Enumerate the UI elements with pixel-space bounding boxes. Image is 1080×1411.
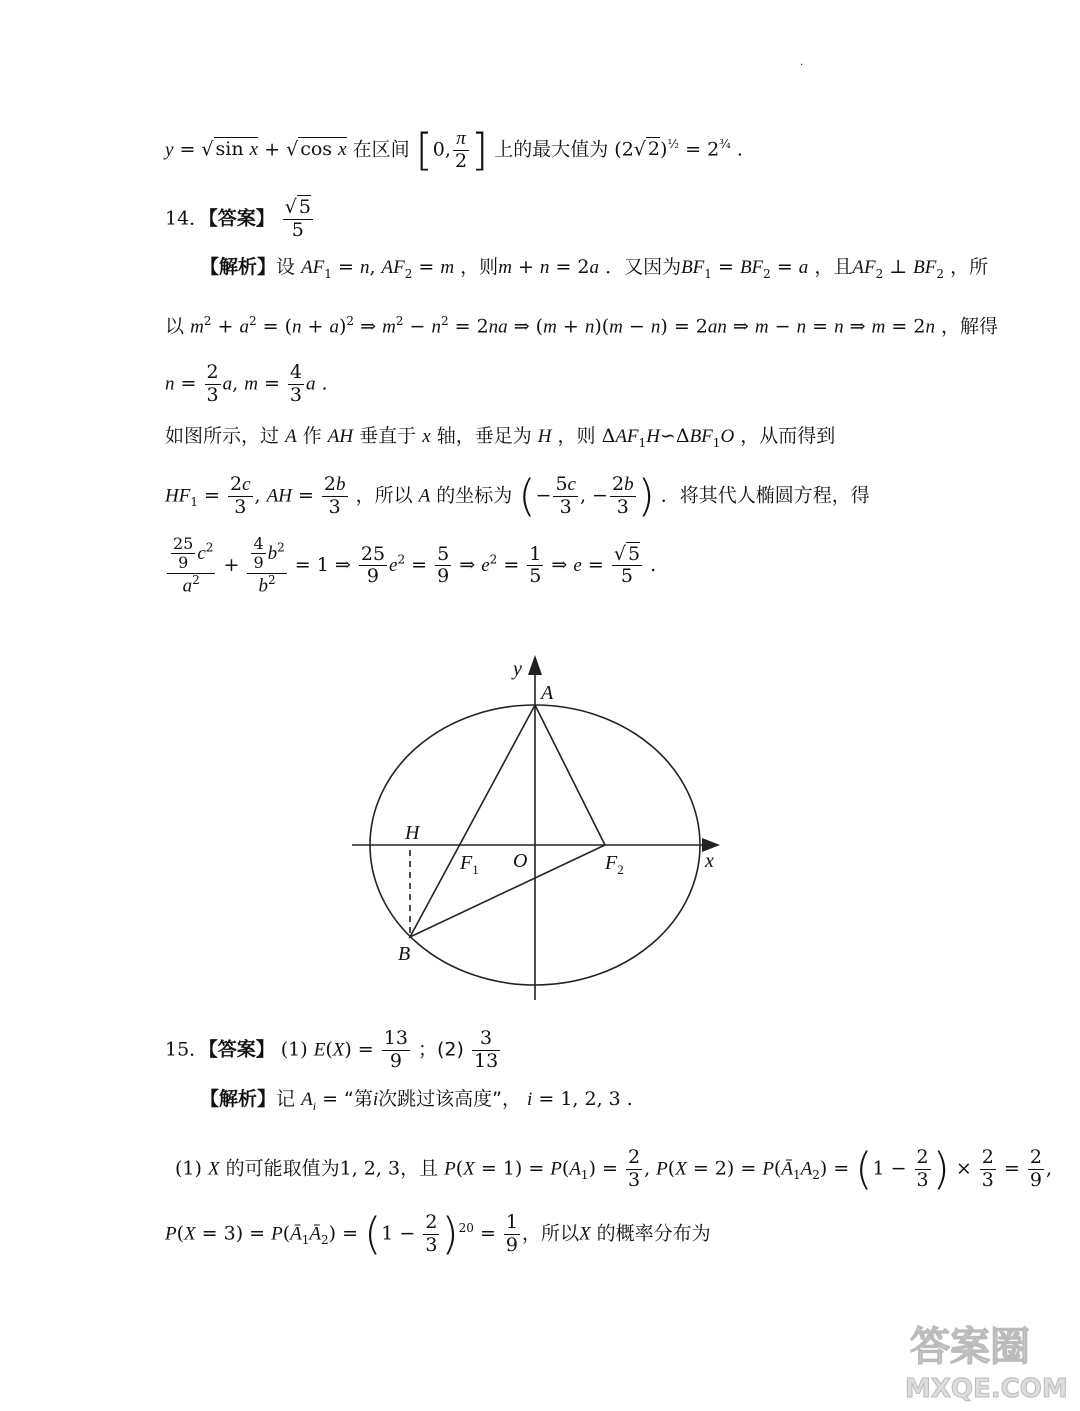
label-F1: $F_1$ — [460, 852, 479, 877]
label-y: y — [513, 658, 522, 680]
label-F2: $F_2$ — [605, 852, 624, 877]
q14-jiexi-line5: $HF_1$ = $\frac{2c}{3}$ , AH = $\frac{2b}{3}$ ，所以 A 的坐标为 (− $\frac{5c}{3}$ , − $\frac{2b}{3}$ ) ．将其代人椭圆方程，得 — [165, 470, 870, 522]
label-O: O — [513, 850, 528, 872]
svg-text:答案圈: 答案圈 — [910, 1324, 1030, 1370]
q14-jiexi-line6: $\frac{25}{9}$ $c^2$ $a^2$ + $\frac{4}{9}$ $b^2$ $b^2$ = 1 ⇒ $\frac{25}{9}$ $e^2$ = $\frac{5}{9}$ ⇒ $e^2$ = $\frac{1}{5}$ ⇒ e = $\frac{√ 5}{5}$ . — [165, 535, 656, 597]
dot-mark: · — [800, 60, 804, 71]
q14-jiexi-line3: n = $\frac{2}{3}$ a, m = $\frac{4}{3}$ a . — [165, 361, 328, 406]
line-max-value: y = √ sin x + √ cos x 在区间 [0, $\frac{\pi}{2}$ ] 上的最大值为 (2√ $2)^{\frac{1}{2}} = 2^{\frac{3}{4}}$ . — [165, 124, 743, 176]
svg-text:MXQE.COM: MXQE.COM — [905, 1374, 1068, 1404]
y-axis-arrow — [528, 655, 542, 675]
ellipse-figure — [350, 655, 730, 1005]
q14-jiexi-line2: 以 $m^2 + a^2 = (n + a)^2$ ⇒ $m^2 - n^2 = 2na$ ⇒ (m + n)(m − n) = 2an ⇒ m − n = n ⇒ m = 2n ，解得 — [165, 314, 999, 338]
q15-answer: 15．【答案】 (1) E(X) = $\frac{13}{9}$ ；(2) $\frac{3}{13}$ — [165, 1027, 499, 1072]
q15-jiexi: 【解析】记 $A_i$ = “第i次跳过该高度”， i = 1, 2, 3 . — [200, 1088, 633, 1113]
label-x: x — [705, 850, 714, 872]
q15-line3: (1) X 的可能取值为1, 2, 3，且 $P(X = 1) = P(A_1)$ = $\frac{2}{3}$ , $P(X = 2) = P(Ā_1A_2) = (1$ − $\frac{2}{3}$ ) × $\frac{2}{3}$ = $\frac{2}{9}$ , — [175, 1143, 1053, 1195]
label-H: H — [405, 822, 420, 844]
q14-answer: 14．【答案】 $\frac{√ 5}{5}$ — [165, 196, 311, 241]
watermark-logo — [900, 1315, 1070, 1405]
q14-jiexi-line1: 【解析】设 $AF_1 = n$, $AF_2 = m$ ，则m + n = 2a ．又因为$BF_1 = BF_2 = a$ ，且$AF_2$ ⊥ $BF_2$ ，所 — [200, 256, 989, 281]
q15-line4: $P(X = 3) = P(Ā_1Ā_2) = (1$ − $\frac{2}{3}$ )$^{20}$ = $\frac{1}{9}$ ，所以X 的概率分布为 — [165, 1208, 711, 1260]
triangle-af1b — [410, 705, 605, 937]
label-B: B — [398, 943, 411, 965]
q14-jiexi-line4: 如图所示，过 A 作 AH 垂直于 x 轴，垂足为 H ，则 $\Delta AF_1H∽\Delta BF_1O$ ，从而得到 — [165, 425, 836, 450]
label-A: A — [541, 682, 554, 704]
